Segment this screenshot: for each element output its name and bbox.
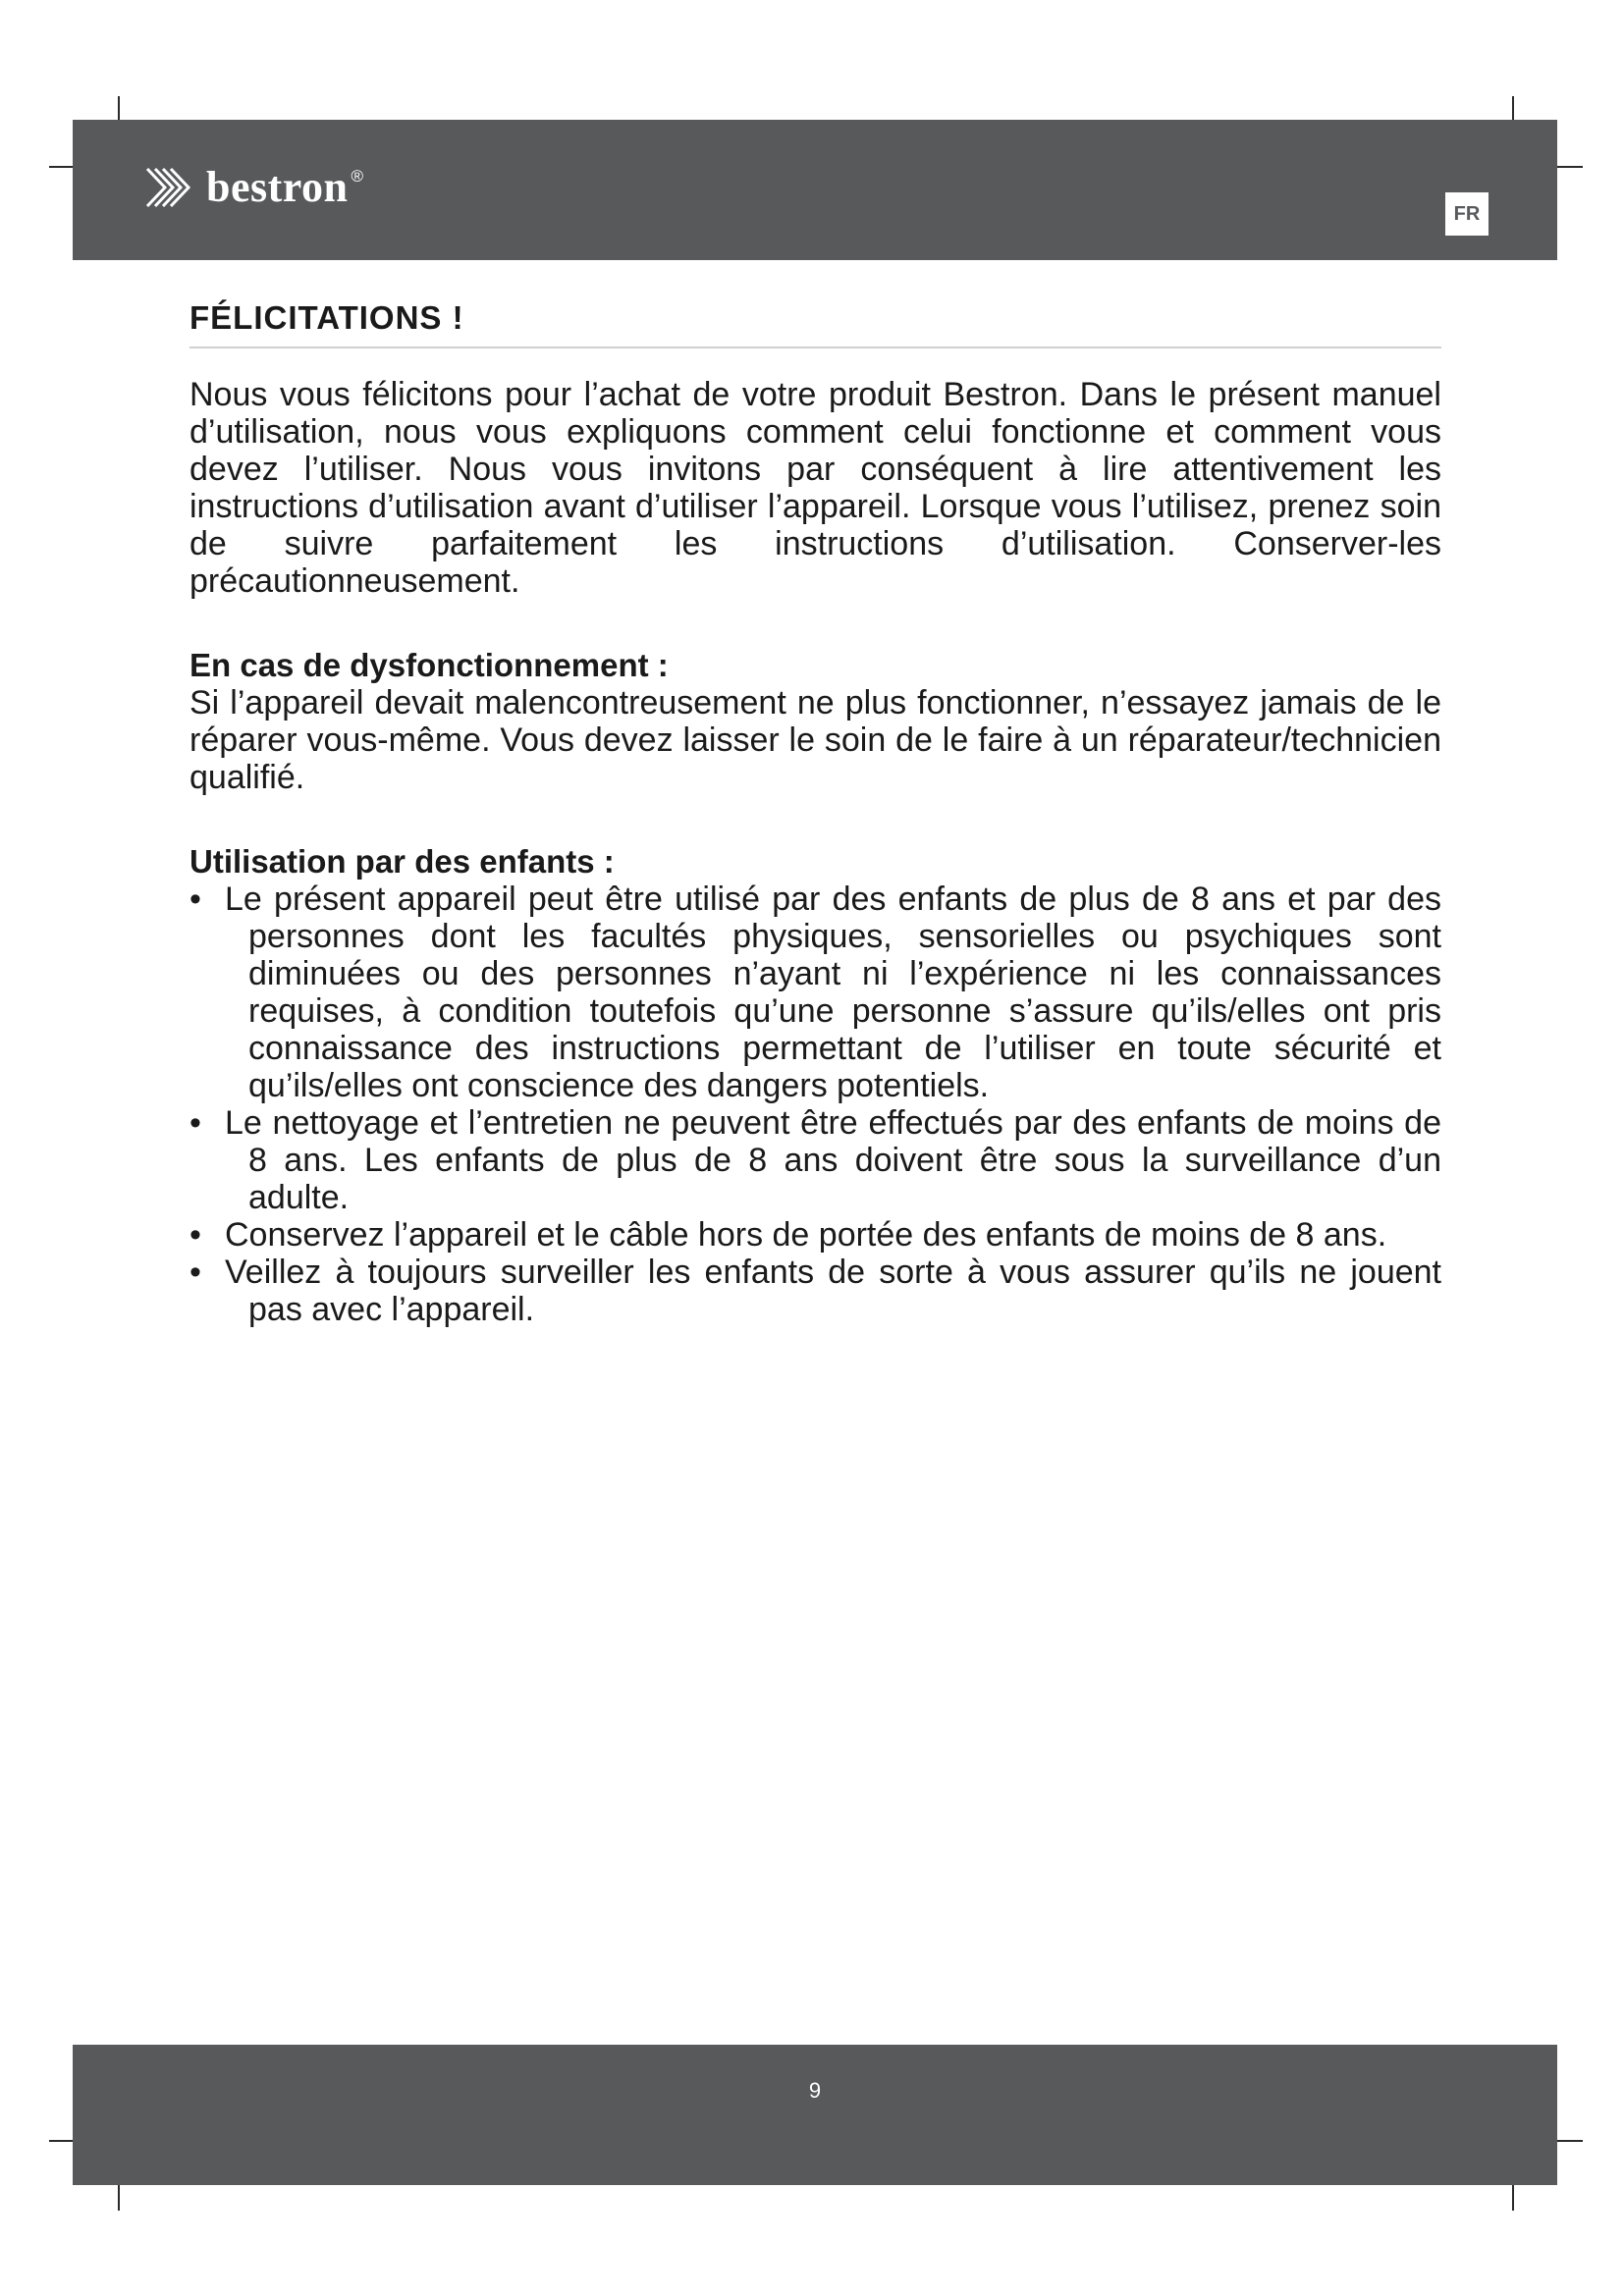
language-badge: FR	[1445, 192, 1489, 236]
page-content	[189, 299, 1441, 1328]
registered-mark: ®	[351, 167, 364, 186]
list-item-text: Le présent appareil peut être utilisé par des enfants de plus de 8 ans et par des personnes dont les facultés physiques, sensorielles ou psychiques sont diminuées ou des personnes n’ayant ni l’expérience ni les connaissances requises, à condition toutefois qu’une personne s’assure qu’ils/elles ont pris connaissance des instructions permettant de l’utiliser en toute sécurité et qu’ils/elles ont conscience des dangers potentiels.	[225, 881, 1441, 1104]
page-number: 9	[808, 2078, 822, 2103]
page-title: FÉLICITATIONS !	[189, 299, 1441, 348]
list-item-text: Veillez à toujours surveiller les enfants de sorte à vous assurer qu’ils ne jouent pas avec l’appareil.	[225, 1254, 1441, 1328]
children-heading: Utilisation par des enfants :	[189, 843, 615, 880]
footer-band	[73, 2045, 1557, 2185]
brand-logo	[143, 153, 363, 222]
list-item	[189, 1254, 1441, 1328]
malfunction-paragraph: Si l’appareil devait malencontreusement ne plus fonctionner, n’essayez jamais de le réparer vous-même. Vous devez laisser le soin de le faire à un réparateur/technicien qualifié.	[189, 684, 1441, 796]
intro-paragraph: Nous vous félicitons pour l’achat de votre produit Bestron. Dans le présent manuel d’utilisation, nous vous expliquons comment celui fonctionne et comment vous devez l’utiliser. Nous vous invitons par conséquent à lire attentivement les instructions d’utilisation avant d’utiliser l’appareil. Lorsque vous l’utilisez, prenez soin de suivre parfaitement les instructions d’utilisation. Conserver-les précautionneusement.	[189, 376, 1441, 600]
malfunction-heading: En cas de dysfonctionnement :	[189, 647, 669, 683]
bullet-icon: •	[189, 1216, 201, 1254]
list-item	[189, 881, 1441, 1104]
double-chevron-icon	[143, 165, 194, 210]
list-item	[189, 1104, 1441, 1216]
brand-name: bestron	[206, 163, 349, 211]
bullet-icon: •	[189, 1254, 201, 1291]
children-bullet-list	[189, 881, 1441, 1328]
bullet-icon: •	[189, 1104, 201, 1142]
header-band	[73, 120, 1557, 260]
list-item-text: Le nettoyage et l’entretien ne peuvent être effectués par des enfants de moins de 8 ans. Les enfants de plus de 8 ans doivent être sous la surveillance d’un adulte.	[225, 1104, 1441, 1216]
bullet-icon: •	[189, 881, 201, 918]
list-item-text: Conservez l’appareil et le câble hors de portée des enfants de moins de 8 ans.	[225, 1216, 1387, 1254]
list-item	[189, 1216, 1441, 1254]
